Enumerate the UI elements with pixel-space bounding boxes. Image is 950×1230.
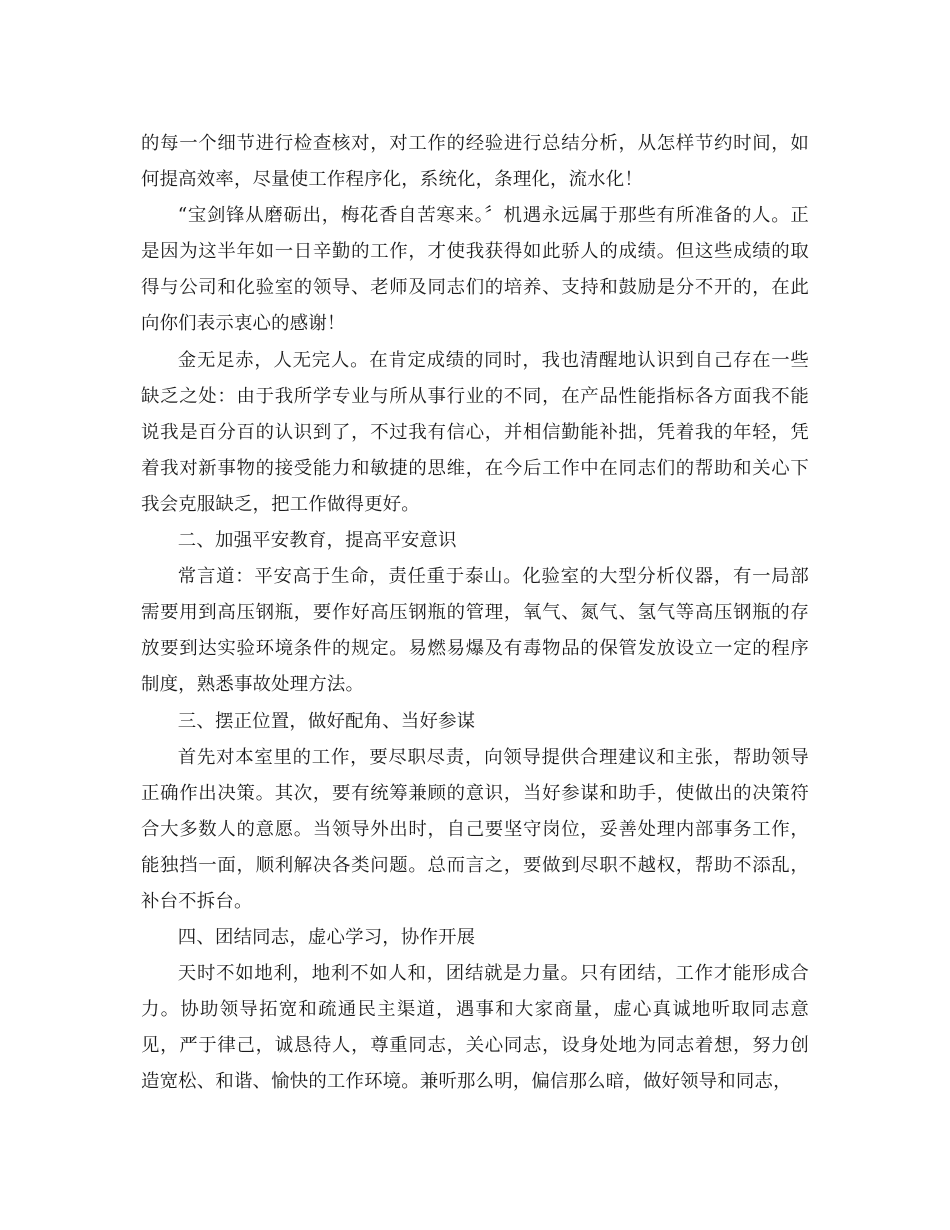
document-body (141, 126, 809, 1101)
section-heading-safety: 二、加强平安教育，提高平安意识 (177, 530, 457, 552)
paragraph-position: 首先对本室里的工作，要尽职尽责，向领导提供合理建议和主张，帮助领导正确作出决策。其次，要有统筹兼顾的意识，当好参谋和助手，使做出的决策符合大多数人的意愿。当领导外出时，自己要坚守岗位，妥善处理内部事务工作，能独挡一面，顺利解决各类问题。总而言之，要做到尽职不越权，帮助不添乱，补台不拆台。 (141, 746, 809, 912)
section-heading-unity: 四、团结同志，虚心学习，协作开展 (177, 927, 476, 949)
paragraph-safety: 常言道：平安高于生命，责任重于泰山。化验室的大型分析仪器，有一局部需要用到高压钢瓶，要作好高压钢瓶的管理，氧气、氮气、氢气等高压钢瓶的存放要到达实验环境条件的规定。易燃易爆及有毒物品的保管发放设立一定的程序制度，熟悉事故处理方法。 (141, 566, 809, 696)
paragraph-self-reflection: 金无足赤，人无完人。在肯定成绩的同时，我也清醒地认识到自己存在一些缺乏之处：由于我所学专业与所从事行业的不同，在产品性能指标各方面我不能说我是百分百的认识到了，不过我有信心，并相信勤能补拙，凭着我的年轻，凭着我对新事物的接受能力和敏捷的思维，在今后工作中在同志们的帮助和关心下我会克服缺乏，把工作做得更好。 (141, 349, 809, 515)
paragraph-unity: 天时不如地利，地利不如人和，团结就是力量。只有团结，工作才能形成合力。协助领导拓宽和疏通民主渠道，遇事和大家商量，虚心真诚地听取同志意见，严于律己，诚恳待人，尊重同志，关心同志，设身处地为同志着想，努力创造宽松、和谐、愉快的工作环境。兼听那么明，偏信那么暗，做好领导和同志， (141, 963, 809, 1093)
paragraph-continuation: 的每一个细节进行检查核对，对工作的经验进行总结分析，从怎样节约时间，如何提高效率，尽量使工作程序化，系统化，条理化，流水化！ (141, 133, 809, 191)
paragraph-quote: “宝剑锋从磨砺出，梅花香自苦寒来。〞机遇永远属于那些有所准备的人。正是因为这半年如一日辛勤的工作，才使我获得如此骄人的成绩。但这些成绩的取得与公司和化验室的领导、老师及同志们的培养、支持和鼓励是分不开的，在此向你们表示衷心的感谢！ (141, 205, 809, 335)
section-heading-position: 三、摆正位置，做好配角、当好参谋 (177, 710, 476, 732)
